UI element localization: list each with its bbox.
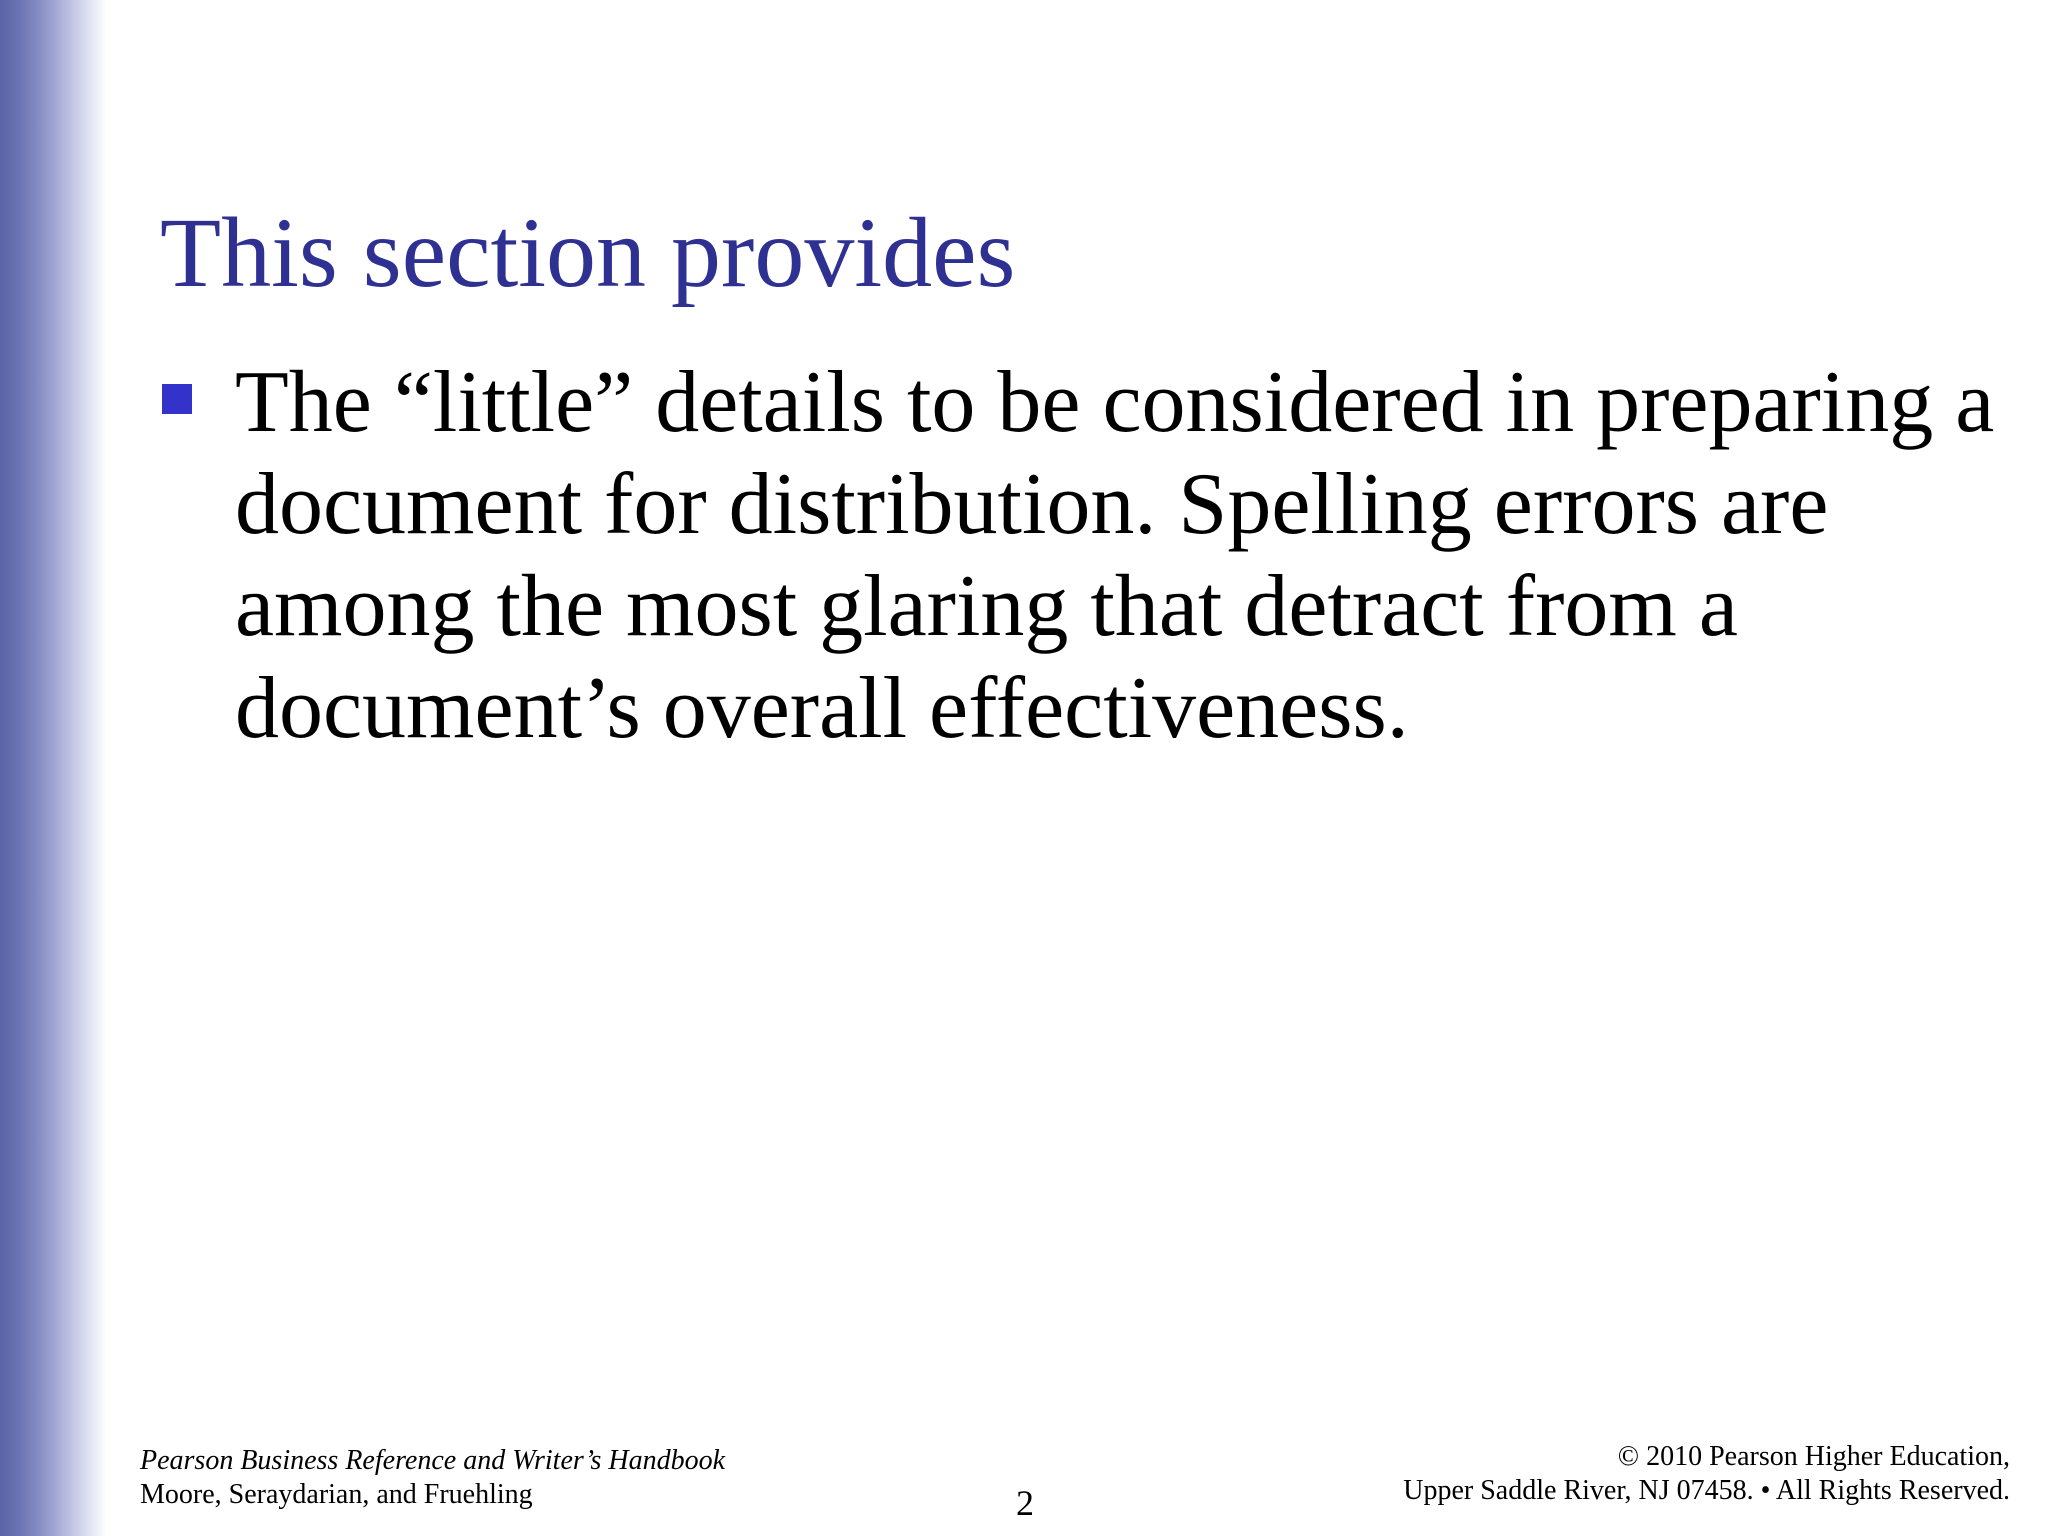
copyright-line-2: Upper Saddle River, NJ 07458. • All Rights Reserved. xyxy=(1403,1475,2010,1506)
page-number: 2 xyxy=(1016,1483,1034,1523)
footer-left xyxy=(140,1444,725,1512)
slide-title: This section provides xyxy=(160,197,1016,308)
bullet-list xyxy=(160,352,2000,760)
footer-copyright xyxy=(1403,1440,2010,1508)
bullet-text: The “little” details to be considered in preparing a document for distribution. Spelling errors are among the most glaring that detract from a document’s overall effectiveness. xyxy=(235,354,1995,757)
bullet-item xyxy=(160,352,2000,760)
square-bullet-icon xyxy=(162,384,192,414)
footer-book-title: Pearson Business Reference and Writer’s Handbook xyxy=(140,1445,726,1476)
copyright-line-1: © 2010 Pearson Higher Education, xyxy=(1617,1441,2010,1472)
footer-authors: Moore, Seraydarian, and Fruehling xyxy=(140,1479,533,1510)
left-gradient-band xyxy=(0,0,106,1536)
